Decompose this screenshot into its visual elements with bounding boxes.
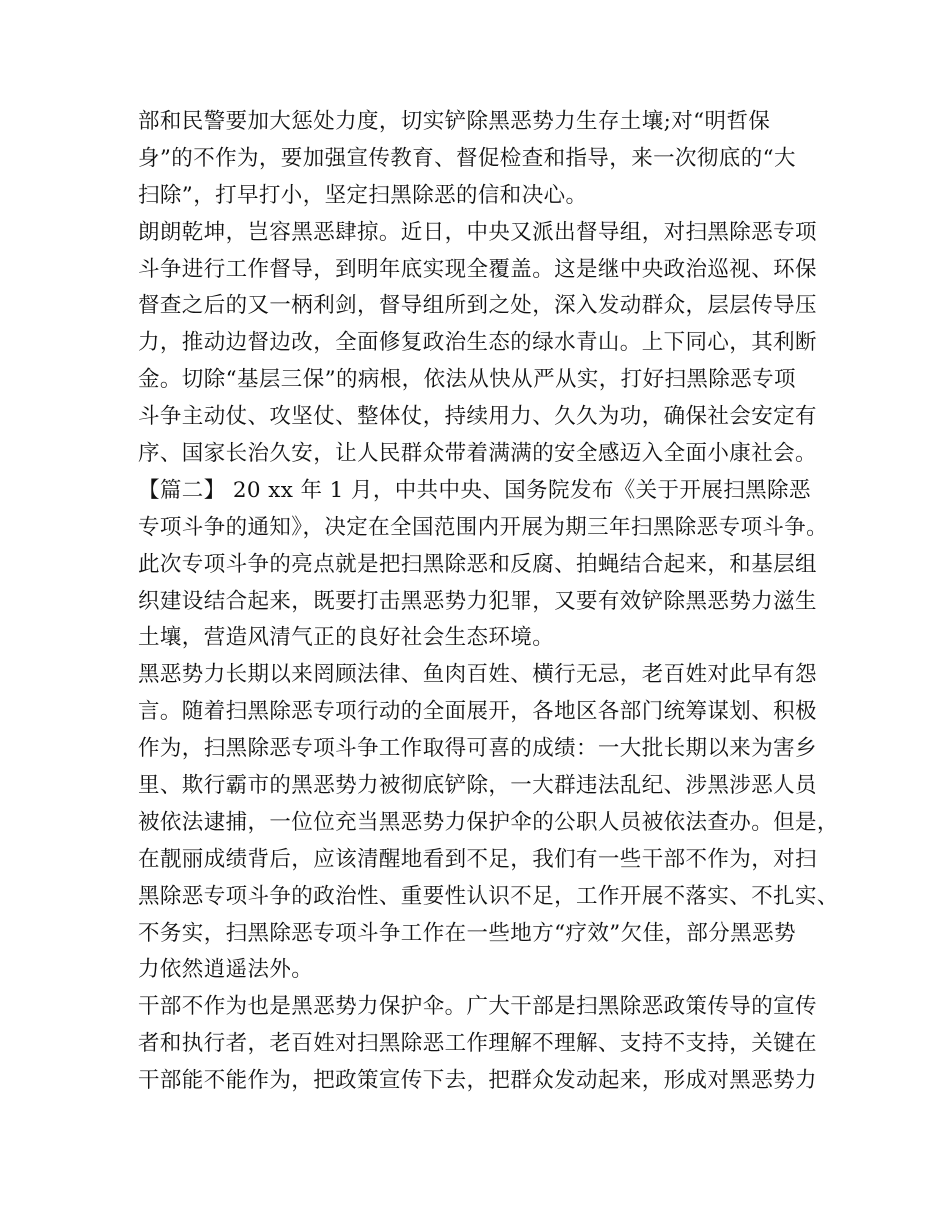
text-line: 作为，扫黑除恶专项斗争工作取得可喜的成绩：一大批长期以来为害乡 <box>138 736 817 762</box>
text-line: 干部能不能作为，把政策宣传下去，把群众发动起来，形成对黑恶势力 <box>138 1068 817 1094</box>
text-line: 者和执行者，老百姓对扫黑除恶工作理解不理解、支持不支持，关键在 <box>138 1031 817 1057</box>
text-line: 土壤，营造风清气正的良好社会生态环境。 <box>138 625 555 651</box>
text-line: 黑恶势力长期以来罔顾法律、鱼肉百姓、横行无忌，老百姓对此早有怨 <box>138 662 817 688</box>
text-line: 【篇二】 20 xx 年 1 月，中共中央、国务院发布《关于开展扫黑除恶 <box>138 477 811 503</box>
text-line: 斗争主动仗、攻坚仗、整体仗，持续用力、久久为功，确保社会安定有 <box>138 404 817 430</box>
text-line: 言。随着扫黑除恶专项行动的全面展开，各地区各部门统筹谋划、积极 <box>138 699 817 725</box>
text-line: 扫除”，打早打小，坚定扫黑除恶的信和决心。 <box>138 182 588 208</box>
text-line: 专项斗争的通知》，决定在全国范围内开展为期三年扫黑除恶专项斗争。 <box>138 514 829 540</box>
text-line: 里、欺行霸市的黑恶势力被彻底铲除，一大群违法乱纪、涉黑涉恶人员 <box>138 773 817 799</box>
text-line: 金。切除“基层三保”的病根，依法从快从严从实，打好扫黑除恶专项 <box>138 367 796 393</box>
text-line: 督查之后的又一柄利剑，督导组所到之处，深入发动群众，层层传导压 <box>138 293 817 319</box>
text-line: 序、国家长治久安，让人民群众带着满满的安全感迈入全面小康社会。 <box>138 441 817 467</box>
text-line: 力依然逍遥法外。 <box>138 957 314 983</box>
document-body <box>138 104 838 1100</box>
text-line: 此次专项斗争的亮点就是把扫黑除恶和反腐、拍蝇结合起来，和基层组 <box>138 551 817 577</box>
text-line: 在靓丽成绩背后，应该清醒地看到不足，我们有一些干部不作为，对扫 <box>138 846 817 872</box>
text-line: 不务实，扫黑除恶专项斗争工作在一些地方“疗效”欠佳，部分黑恶势 <box>138 920 796 946</box>
text-line: 力，推动边督边改，全面修复政治生态的绿水青山。上下同心，其利断 <box>138 330 817 356</box>
text-line: 黑除恶专项斗争的政治性、重要性认识不足，工作开展不落实、不扎实、 <box>138 883 839 909</box>
text-line: 斗争进行工作督导，到明年底实现全覆盖。这是继中央政治巡视、环保 <box>138 256 817 282</box>
text-line: 身”的不作为，要加强宣传教育、督促检查和指导，来一次彻底的“大 <box>138 145 796 171</box>
text-line: 被依法逮捕，一位位充当黑恶势力保护伞的公职人员被依法查办。但是， <box>138 809 839 835</box>
text-line: 织建设结合起来，既要打击黑恶势力犯罪，又要有效铲除黑恶势力滋生 <box>138 588 817 614</box>
text-line: 干部不作为也是黑恶势力保护伞。广大干部是扫黑除恶政策传导的宣传 <box>138 994 817 1020</box>
text-line: 朗朗乾坤，岂容黑恶肆掠。近日，中央又派出督导组，对扫黑除恶专项 <box>138 219 817 245</box>
text-line: 部和民警要加大惩处力度，切实铲除黑恶势力生存土壤;对“明哲保 <box>138 109 771 134</box>
